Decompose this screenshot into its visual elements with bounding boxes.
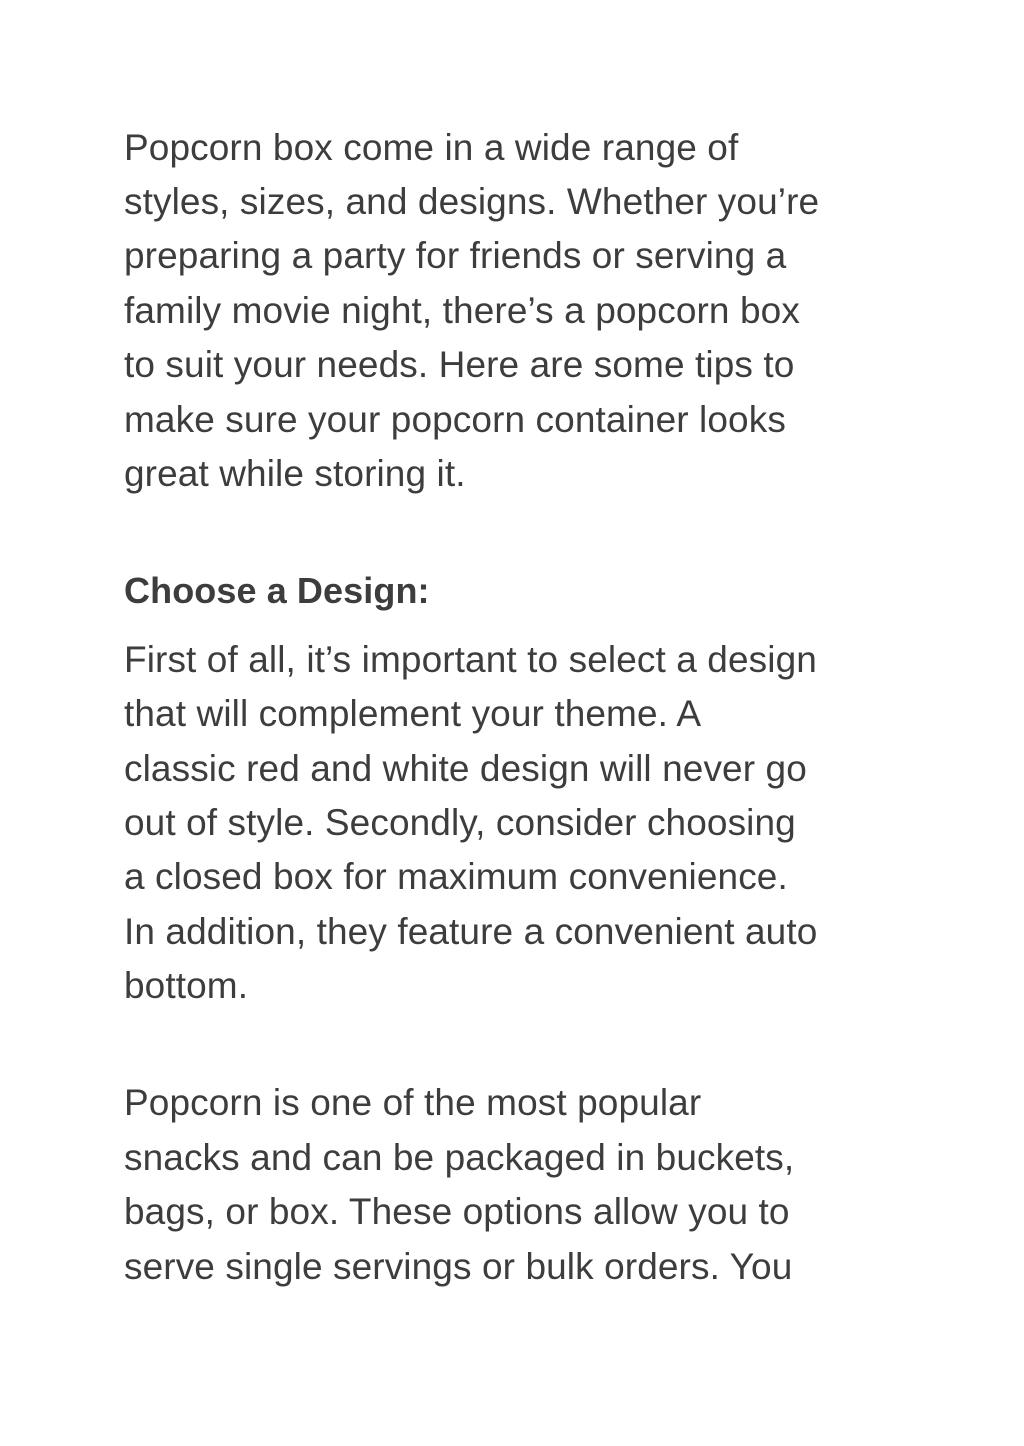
text-line: that will complement your theme. A [124,693,702,734]
text-line: styles, sizes, and designs. Whether you’re [124,181,820,222]
text-line: a closed box for maximum convenience. [124,856,788,897]
text-line: preparing a party for friends or serving a [124,235,787,276]
section-heading: Choose a Design: [124,570,430,611]
text-line: bags, or box. These options allow you to [124,1191,790,1232]
text-line: First of all, it’s important to select a design [124,639,817,680]
text-line: out of style. Secondly, consider choosing [124,802,796,843]
text-line: snacks and can be packaged in buckets, [124,1137,795,1178]
text-line: classic red and white design will never go [124,748,807,789]
text-line: make sure your popcorn container looks [124,399,786,440]
text-line: bottom. [124,965,249,1006]
text-line: serve single servings or bulk orders. You [124,1246,793,1287]
text-line: In addition, they feature a convenient auto [124,911,818,952]
text-line: great while storing it. [124,453,466,494]
text-line: to suit your needs. Here are some tips to [124,344,795,385]
text-line: family movie night, there’s a popcorn box [124,290,800,331]
text-line: Popcorn is one of the most popular [124,1082,702,1123]
text-line: Popcorn box come in a wide range of [124,127,739,168]
